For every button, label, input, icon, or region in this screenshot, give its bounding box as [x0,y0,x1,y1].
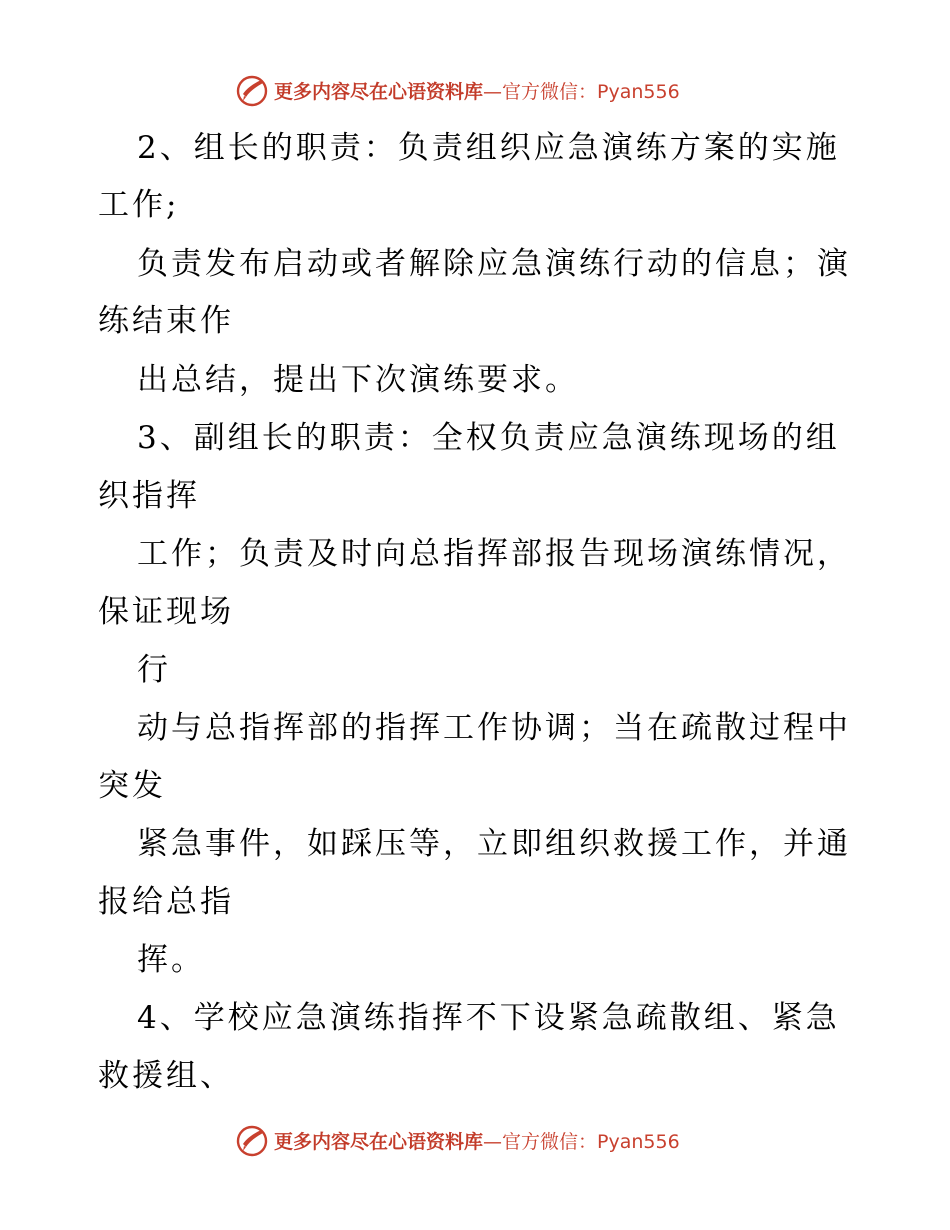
banner-contact: 官方微信：Pyan556 [502,1130,680,1153]
banner-contact: 官方微信：Pyan556 [502,80,680,103]
text-line: 出总结，提出下次演练要求。 [137,362,579,398]
text-line: 工作；负责及时向总指挥部报告现场演练情况， [137,536,851,572]
text-line: 练结束作 [98,303,234,339]
text-line: 行 [137,652,171,688]
header-banner [234,70,680,110]
text-line: 突发 [98,768,166,804]
text-line: 动与总指挥部的指挥工作协调；当在疏散过程中 [137,710,851,746]
text-line: 工作; [98,187,180,223]
text-line: 4、学校应急演练指挥不下设紧急疏散组、紧急 [137,1000,840,1036]
banner-separator: — [483,1130,503,1153]
text-line: 负责发布启动或者解除应急演练行动的信息；演 [137,246,851,282]
text-line: 救援组、 [98,1058,234,1094]
text-line: 织指挥 [98,478,200,514]
banner-brand: 更多内容尽在心语资料库 [274,1130,484,1153]
text-line: 保证现场 [98,594,234,630]
banner-separator: — [483,80,503,103]
pen-logo-icon [234,72,270,108]
pen-logo-icon [234,1122,270,1158]
text-line: 报给总指 [98,884,234,920]
text-line: 3、副组长的职责：全权负责应急演练现场的组 [137,420,840,456]
footer-banner [234,1120,680,1160]
banner-text [274,77,680,104]
banner-brand: 更多内容尽在心语资料库 [274,80,484,103]
text-line: 2、组长的职责：负责组织应急演练方案的实施 [137,130,840,166]
text-line: 紧急事件，如踩压等，立即组织救援工作，并通 [137,826,851,862]
banner-text [274,1127,680,1154]
text-line: 挥。 [137,942,205,978]
